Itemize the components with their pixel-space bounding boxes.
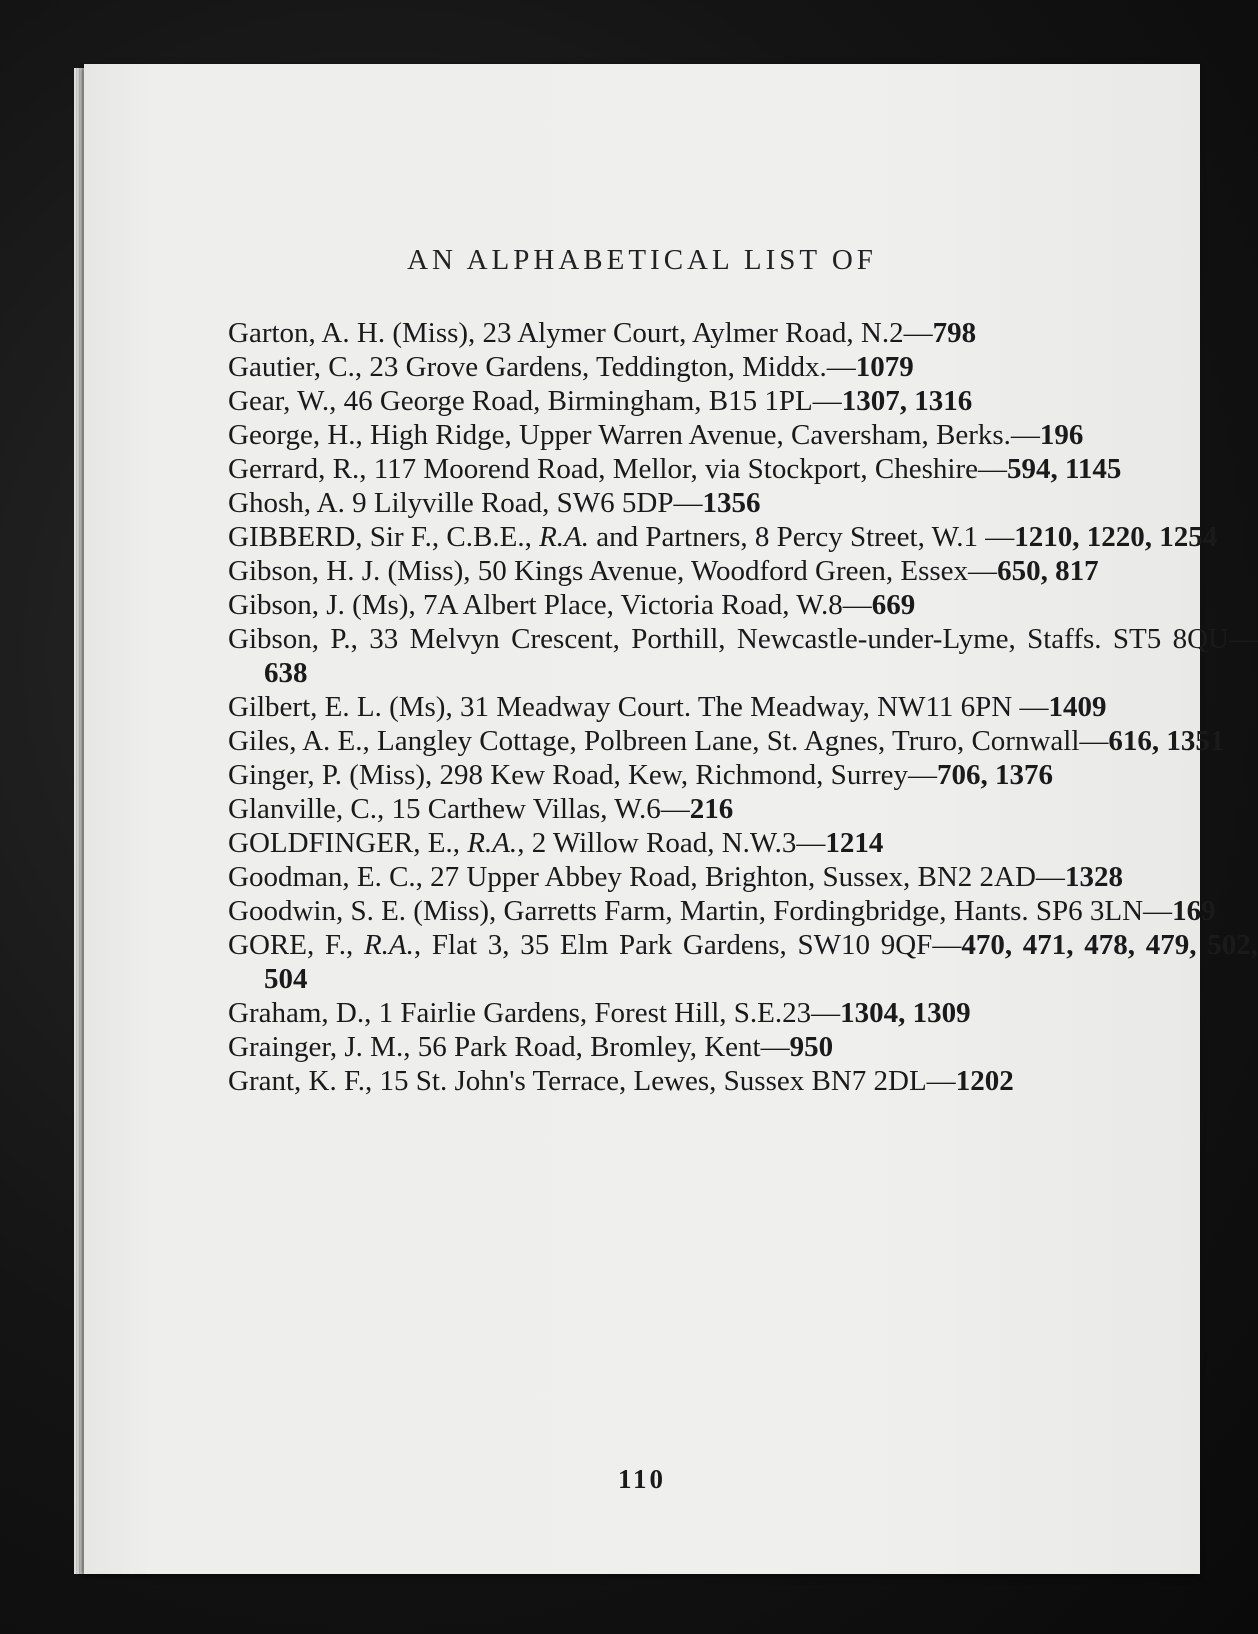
entry-refs: 1307, 1316 — [841, 385, 973, 417]
entry-text: Ginger, P. (Miss), 298 Kew Road, Kew, Richmond, Surrey— — [228, 759, 937, 791]
list-entry — [228, 860, 1258, 894]
entry-text: Gibson, H. J. (Miss), 50 Kings Avenue, Woodford Green, Essex— — [228, 555, 998, 587]
entry-refs: 798 — [932, 317, 977, 349]
ra-title: R.A. — [467, 827, 518, 859]
list-entry — [228, 792, 1258, 826]
running-head: AN ALPHABETICAL LIST OF — [407, 244, 877, 276]
entry-text: Garton, A. H. (Miss), 23 Alymer Court, Aylmer Road, N.2— — [228, 317, 933, 349]
list-entry — [228, 384, 1258, 418]
list-entry — [228, 894, 1258, 928]
entry-name: GORE, F., — [228, 929, 364, 961]
entry-text: Graham, D., 1 Fairlie Gardens, Forest Hill, S.E.23— — [228, 997, 841, 1029]
ra-title: R.A. — [539, 521, 590, 553]
list-entry — [228, 554, 1258, 588]
entry-text: Grant, K. F., 15 St. John's Terrace, Lewes, Sussex BN7 2DL— — [228, 1065, 956, 1097]
entry-text: , Flat 3, 35 Elm Park Gardens, SW10 9QF— — [413, 929, 962, 961]
entry-text: and Partners, 8 Percy Street, W.1 — — [589, 521, 1015, 553]
entry-text: Goodman, E. C., 27 Upper Abbey Road, Brighton, Sussex, BN2 2AD— — [228, 861, 1065, 893]
entry-refs: 1202 — [955, 1065, 1014, 1097]
entry-refs: 616, 1351 — [1108, 725, 1225, 757]
list-entry — [228, 1064, 1258, 1098]
entry-text: Goodwin, S. E. (Miss), Garretts Farm, Martin, Fordingbridge, Hants. SP6 3LN— — [228, 895, 1173, 927]
list-entry — [228, 928, 1258, 996]
entry-refs: 470, 471, 478, 479, 502, 504 — [264, 929, 1258, 995]
list-entry — [228, 316, 1258, 350]
entry-text: Gibson, P., 33 Melvyn Crescent, Porthill, Newcastle-under-Lyme, Staffs. ST5 8QU— — [228, 623, 1258, 655]
entry-name: GIBBERD, Sir F., C.B.E., — [228, 521, 540, 553]
entry-list — [228, 316, 1258, 1098]
entry-refs: 196 — [1039, 419, 1084, 451]
entry-refs: 950 — [789, 1031, 834, 1063]
entry-text: Gautier, C., 23 Grove Gardens, Teddington, Middx.— — [228, 351, 856, 383]
list-entry — [228, 486, 1258, 520]
list-entry — [228, 520, 1258, 554]
entry-refs: 650, 817 — [997, 555, 1099, 587]
entry-refs: 706, 1376 — [937, 759, 1053, 791]
entry-refs: 669 — [871, 589, 916, 621]
entry-text: Gerrard, R., 117 Moorend Road, Mellor, via Stockport, Cheshire— — [228, 453, 1008, 485]
entry-text: Glanville, C., 15 Carthew Villas, W.6— — [228, 793, 690, 825]
list-entry — [228, 588, 1258, 622]
entry-text: Giles, A. E., Langley Cottage, Polbreen Lane, St. Agnes, Truro, Cornwall— — [228, 725, 1109, 757]
entry-refs: 1214 — [825, 827, 884, 859]
book-page — [84, 64, 1258, 1574]
ra-title: R.A. — [363, 929, 414, 961]
entry-text: Grainger, J. M., 56 Park Road, Bromley, Kent— — [228, 1031, 790, 1063]
list-entry — [228, 1030, 1258, 1064]
list-entry — [228, 690, 1258, 724]
entry-text: , 2 Willow Road, N.W.3— — [517, 827, 826, 859]
entry-text: Ghosh, A. 9 Lilyville Road, SW6 5DP— — [228, 487, 703, 519]
list-entry — [228, 724, 1258, 758]
entry-refs: 638 — [264, 657, 308, 689]
entry-refs: 216 — [689, 793, 734, 825]
entry-refs: 1328 — [1064, 861, 1123, 893]
entry-text: Gibson, J. (Ms), 7A Albert Place, Victoria Road, W.8— — [228, 589, 872, 621]
entry-refs: 1210, 1220, 1254 — [1014, 521, 1218, 553]
entry-refs: 594, 1145 — [1007, 453, 1122, 485]
list-entry — [228, 758, 1258, 792]
entry-text: Gilbert, E. L. (Ms), 31 Meadway Court. The Meadway, NW11 6PN — — [228, 691, 1049, 723]
list-entry — [228, 996, 1258, 1030]
list-entry — [228, 350, 1258, 384]
entry-refs: 1304, 1309 — [840, 997, 971, 1029]
entry-text: George, H., High Ridge, Upper Warren Avenue, Caversham, Berks.— — [228, 419, 1040, 451]
list-entry — [228, 826, 1258, 860]
entry-refs: 1079 — [855, 351, 914, 383]
entry-name: GOLDFINGER, E., — [228, 827, 468, 859]
entry-refs: 1409 — [1048, 691, 1107, 723]
list-entry — [228, 622, 1258, 690]
entry-text: Gear, W., 46 George Road, Birmingham, B15 1PL— — [228, 385, 842, 417]
page-number: 110 — [617, 1464, 666, 1494]
list-entry — [228, 418, 1258, 452]
entry-refs: 169 — [1172, 895, 1216, 927]
entry-refs: 1356 — [702, 487, 761, 519]
list-entry — [228, 452, 1258, 486]
